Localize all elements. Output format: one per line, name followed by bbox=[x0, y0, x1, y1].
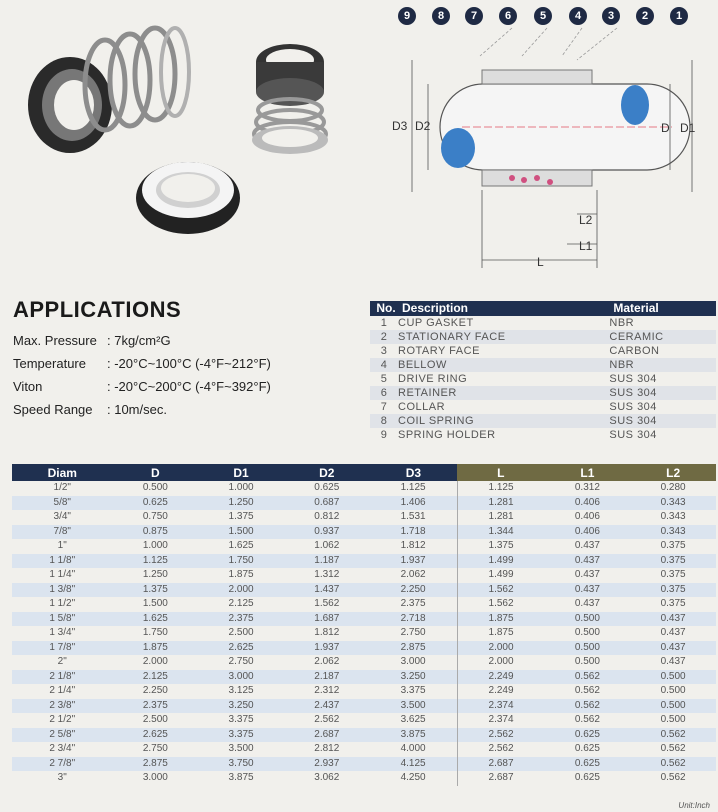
parts-cell: CARBON bbox=[609, 345, 660, 357]
dim-cell: 0.437 bbox=[545, 554, 631, 569]
dim-cell: 3.500 bbox=[370, 699, 457, 714]
dim-cell: 0.406 bbox=[574, 511, 600, 522]
dim-cell: 3.375 bbox=[198, 728, 284, 743]
callout-2: 2 bbox=[636, 7, 654, 25]
spec-row: Temperature : -20°C~100°C (-4°F~212°F) bbox=[13, 356, 271, 371]
dim-cell: 1.437 bbox=[284, 583, 370, 598]
dim-cell: 1.812 bbox=[400, 540, 426, 551]
parts-cell: SUS 304 bbox=[609, 386, 716, 400]
spec-row: Viton : -20°C~200°C (-4°F~392°F) bbox=[13, 379, 271, 394]
dim-cell: 2.375 bbox=[400, 598, 426, 609]
dim-cell: 2.875 bbox=[112, 757, 198, 772]
dim-cell: 3.000 bbox=[400, 656, 426, 667]
dim-row bbox=[12, 525, 716, 540]
product-photo bbox=[0, 0, 360, 270]
dim-header: L1 bbox=[545, 464, 631, 481]
dimension-table bbox=[12, 464, 716, 786]
dim-cell: 1.500 bbox=[142, 598, 168, 609]
dim-cell: 2.500 bbox=[228, 627, 254, 638]
label-d2: D2 bbox=[415, 119, 431, 133]
dim-cell: 2.750 bbox=[142, 743, 168, 754]
label-l1: L1 bbox=[579, 239, 593, 253]
dim-cell: 1.000 bbox=[228, 482, 254, 493]
dim-cell: 0.375 bbox=[630, 583, 716, 598]
dim-cell: 3.125 bbox=[228, 685, 254, 696]
dim-row bbox=[12, 481, 716, 496]
parts-cell: CERAMIC bbox=[609, 330, 716, 344]
dim-cell: 1.312 bbox=[314, 569, 340, 580]
dim-row bbox=[12, 539, 716, 554]
dim-cell: 2.125 bbox=[112, 670, 198, 685]
dim-cell: 2.375 bbox=[112, 699, 198, 714]
dim-cell: 4.125 bbox=[370, 757, 457, 772]
dim-row bbox=[12, 742, 716, 757]
dim-header: L2 bbox=[630, 464, 716, 481]
dim-cell: 2.000 bbox=[198, 583, 284, 598]
seal-drawing bbox=[372, 0, 718, 280]
parts-cell: 8 bbox=[370, 414, 398, 428]
dim-cell: 0.437 bbox=[574, 540, 600, 551]
dim-cell: 2.687 bbox=[457, 757, 544, 772]
dim-cell: 1.937 bbox=[284, 641, 370, 656]
dim-cell: 1 3/4" bbox=[49, 627, 76, 638]
dim-cell: 2.249 bbox=[457, 684, 544, 699]
dim-cell: 0.312 bbox=[574, 482, 600, 493]
dim-cell: 0.343 bbox=[660, 511, 686, 522]
parts-cell: 9 bbox=[380, 429, 388, 441]
dim-cell: 1.062 bbox=[314, 540, 340, 551]
dim-cell: 1.531 bbox=[400, 511, 426, 522]
parts-row bbox=[370, 344, 716, 358]
dim-header: L bbox=[457, 464, 544, 481]
dim-cell: 0.562 bbox=[574, 714, 600, 725]
dim-cell: 0.343 bbox=[630, 525, 716, 540]
dim-cell: 4.250 bbox=[400, 772, 426, 783]
dim-cell: 2.000 bbox=[457, 641, 544, 656]
parts-header-description: Description bbox=[398, 301, 609, 316]
dim-cell: 1.562 bbox=[314, 598, 340, 609]
dim-header: Diam bbox=[12, 464, 112, 481]
parts-cell: SUS 304 bbox=[609, 373, 657, 385]
parts-cell: SUS 304 bbox=[609, 414, 716, 428]
dim-cell: 0.437 bbox=[574, 598, 600, 609]
dim-cell: 2 1/2" bbox=[49, 714, 76, 725]
dim-cell: 1.562 bbox=[457, 583, 544, 598]
dim-row bbox=[12, 583, 716, 598]
dim-cell: 0.437 bbox=[630, 641, 716, 656]
dim-cell: 3.500 bbox=[228, 743, 254, 754]
parts-cell: NBR bbox=[609, 358, 716, 372]
dim-cell: 2.625 bbox=[198, 641, 284, 656]
parts-header-no: No. bbox=[370, 301, 398, 316]
dim-cell: 1.875 bbox=[228, 569, 254, 580]
dim-cell: 0.343 bbox=[630, 496, 716, 511]
parts-cell: 1 bbox=[380, 317, 388, 329]
parts-row bbox=[370, 414, 716, 428]
dim-cell: 3.250 bbox=[370, 670, 457, 685]
dim-cell: 0.562 bbox=[660, 772, 686, 783]
dim-header: D1 bbox=[198, 464, 284, 481]
dim-cell: 0.750 bbox=[142, 511, 168, 522]
parts-row bbox=[370, 428, 716, 442]
spec-row: Max. Pressure : 7kg/cm²G bbox=[13, 333, 171, 348]
dim-cell: 1.281 bbox=[457, 496, 544, 511]
dim-cell: 1.687 bbox=[284, 612, 370, 627]
dim-row bbox=[12, 496, 716, 511]
dim-cell: 1.625 bbox=[112, 612, 198, 627]
dim-row bbox=[12, 728, 716, 743]
dim-cell: 0.406 bbox=[545, 496, 631, 511]
dim-cell: 1 3/8" bbox=[12, 583, 112, 598]
dim-cell: 1" bbox=[57, 540, 67, 551]
parts-cell: CUP GASKET bbox=[398, 317, 474, 329]
dim-cell: 0.437 bbox=[545, 583, 631, 598]
dim-row bbox=[12, 713, 716, 728]
dim-cell: 1.125 bbox=[112, 554, 198, 569]
dim-cell: 2.000 bbox=[142, 656, 168, 667]
label-l: L bbox=[537, 255, 544, 269]
dim-cell: 2 3/8" bbox=[12, 699, 112, 714]
dim-cell: 2 5/8" bbox=[12, 728, 112, 743]
dim-cell: 1.625 bbox=[228, 540, 254, 551]
dim-cell: 2.937 bbox=[284, 757, 370, 772]
dim-cell: 3.750 bbox=[198, 757, 284, 772]
dim-cell: 0.625 bbox=[545, 728, 631, 743]
parts-row bbox=[370, 386, 716, 400]
dim-cell: 0.375 bbox=[660, 569, 686, 580]
parts-cell: 3 bbox=[380, 345, 388, 357]
dim-cell: 2.249 bbox=[457, 670, 544, 685]
callout-5: 5 bbox=[534, 7, 552, 25]
dim-cell: 2.562 bbox=[457, 742, 544, 757]
dim-cell: 0.562 bbox=[630, 757, 716, 772]
parts-cell: COIL SPRING bbox=[398, 414, 609, 428]
dim-cell: 2.500 bbox=[142, 714, 168, 725]
dim-cell: 2.312 bbox=[314, 685, 340, 696]
dim-cell: 0.625 bbox=[574, 772, 600, 783]
dim-cell: 2.374 bbox=[457, 699, 544, 714]
dim-row bbox=[12, 684, 716, 699]
dim-cell: 1 7/8" bbox=[12, 641, 112, 656]
parts-cell: SPRING HOLDER bbox=[398, 429, 496, 441]
dim-cell: 1.499 bbox=[457, 554, 544, 569]
spec-row: Speed Range : 10m/sec. bbox=[13, 402, 167, 417]
parts-cell: STATIONARY FACE bbox=[398, 330, 609, 344]
label-l2: L2 bbox=[579, 213, 593, 227]
dim-row bbox=[12, 510, 716, 525]
dim-cell: 0.625 bbox=[314, 482, 340, 493]
parts-row bbox=[370, 358, 716, 372]
dim-cell: 1.375 bbox=[457, 539, 544, 554]
dim-cell: 1 1/4" bbox=[49, 569, 76, 580]
dim-cell: 1.750 bbox=[142, 627, 168, 638]
dim-cell: 1/2" bbox=[53, 482, 71, 493]
dim-cell: 1.937 bbox=[370, 554, 457, 569]
callout-4: 4 bbox=[569, 7, 587, 25]
dim-cell: 1.250 bbox=[198, 496, 284, 511]
parts-cell: ROTARY FACE bbox=[398, 345, 480, 357]
dim-cell: 1.000 bbox=[142, 540, 168, 551]
dim-row bbox=[12, 641, 716, 656]
dim-cell: 2 1/4" bbox=[49, 685, 76, 696]
parts-row bbox=[370, 330, 716, 344]
dim-cell: 0.500 bbox=[630, 699, 716, 714]
dim-cell: 2.250 bbox=[370, 583, 457, 598]
dim-cell: 0.280 bbox=[660, 482, 686, 493]
unit-label: Unit:Inch bbox=[678, 801, 710, 810]
parts-cell: BELLOW bbox=[398, 358, 609, 372]
dim-cell: 1 1/2" bbox=[49, 598, 76, 609]
callout-6: 6 bbox=[499, 7, 517, 25]
dim-cell: 7/8" bbox=[12, 525, 112, 540]
dim-cell: 0.687 bbox=[284, 496, 370, 511]
parts-cell: RETAINER bbox=[398, 386, 609, 400]
dim-cell: 3.375 bbox=[228, 714, 254, 725]
dim-cell: 1.875 bbox=[457, 626, 544, 641]
dim-cell: 0.437 bbox=[660, 656, 686, 667]
parts-table bbox=[370, 301, 716, 442]
dim-cell: 0.625 bbox=[574, 743, 600, 754]
label-d: D bbox=[661, 121, 670, 135]
dim-cell: 0.500 bbox=[574, 627, 600, 638]
dim-cell: 2.562 bbox=[314, 714, 340, 725]
dim-cell: 0.812 bbox=[314, 511, 340, 522]
dim-cell: 1.500 bbox=[198, 525, 284, 540]
dim-cell: 2.187 bbox=[284, 670, 370, 685]
dim-cell: 1.750 bbox=[198, 554, 284, 569]
dim-cell: 0.500 bbox=[630, 670, 716, 685]
dim-cell: 0.500 bbox=[574, 656, 600, 667]
callout-7: 7 bbox=[465, 7, 483, 25]
dim-cell: 1.250 bbox=[142, 569, 168, 580]
dim-cell: 1.812 bbox=[314, 627, 340, 638]
parts-cell: NBR bbox=[609, 317, 635, 329]
label-d3: D3 bbox=[392, 119, 408, 133]
dim-cell: 2.250 bbox=[142, 685, 168, 696]
dim-cell: 1.718 bbox=[370, 525, 457, 540]
dim-cell: 1.344 bbox=[457, 525, 544, 540]
dim-cell: 3.000 bbox=[198, 670, 284, 685]
dim-cell: 0.562 bbox=[574, 685, 600, 696]
applications-title: APPLICATIONS bbox=[13, 297, 182, 322]
dim-cell: 2.374 bbox=[457, 713, 544, 728]
dim-cell: 3" bbox=[57, 772, 67, 783]
dim-cell: 2.875 bbox=[370, 641, 457, 656]
parts-cell: 6 bbox=[370, 386, 398, 400]
parts-row bbox=[370, 400, 716, 414]
dim-cell: 2.750 bbox=[400, 627, 426, 638]
parts-header-material: Material bbox=[609, 301, 716, 316]
dim-cell: 1.125 bbox=[457, 481, 544, 496]
dim-cell: 1.499 bbox=[457, 568, 544, 583]
dim-cell: 0.500 bbox=[660, 714, 686, 725]
callout-9: 9 bbox=[398, 7, 416, 25]
dim-cell: 5/8" bbox=[12, 496, 112, 511]
parts-cell: COLLAR bbox=[398, 401, 446, 413]
dim-cell: 2.750 bbox=[228, 656, 254, 667]
dim-cell: 2.062 bbox=[314, 656, 340, 667]
dim-cell: 2.718 bbox=[370, 612, 457, 627]
dim-row bbox=[12, 597, 716, 612]
dim-cell: 3.875 bbox=[228, 772, 254, 783]
dim-cell: 1.375 bbox=[228, 511, 254, 522]
dim-cell: 1.125 bbox=[400, 482, 426, 493]
dim-cell: 2 3/4" bbox=[49, 743, 76, 754]
callout-3: 3 bbox=[602, 7, 620, 25]
dim-cell: 2.625 bbox=[112, 728, 198, 743]
dim-cell: 0.500 bbox=[545, 612, 631, 627]
applications-section bbox=[13, 297, 358, 421]
dim-header: D3 bbox=[370, 464, 457, 481]
parts-cell: DRIVE RING bbox=[398, 373, 468, 385]
parts-cell: 4 bbox=[370, 358, 398, 372]
dim-cell: 0.625 bbox=[545, 757, 631, 772]
callout-1: 1 bbox=[670, 7, 688, 25]
dim-cell: 0.500 bbox=[660, 685, 686, 696]
dim-cell: 0.562 bbox=[630, 728, 716, 743]
parts-cell: 5 bbox=[380, 373, 388, 385]
dim-cell: 0.562 bbox=[545, 699, 631, 714]
dim-cell: 2.437 bbox=[284, 699, 370, 714]
parts-cell: 2 bbox=[370, 330, 398, 344]
dim-row bbox=[12, 771, 716, 786]
dim-cell: 4.000 bbox=[400, 743, 426, 754]
dim-row bbox=[12, 757, 716, 772]
dim-header: D2 bbox=[284, 464, 370, 481]
label-d1: D1 bbox=[680, 121, 696, 135]
dim-cell: 0.937 bbox=[284, 525, 370, 540]
parts-cell: 7 bbox=[380, 401, 388, 413]
dim-cell: 3/4" bbox=[53, 511, 71, 522]
dim-header: D bbox=[112, 464, 198, 481]
dim-cell: 1.281 bbox=[457, 510, 544, 525]
dim-cell: 2 1/8" bbox=[12, 670, 112, 685]
dim-row bbox=[12, 699, 716, 714]
dim-cell: 0.375 bbox=[660, 598, 686, 609]
dim-cell: 2.062 bbox=[400, 569, 426, 580]
cross-section-diagram bbox=[372, 0, 718, 280]
dim-cell: 3.625 bbox=[400, 714, 426, 725]
callout-8: 8 bbox=[432, 7, 450, 25]
dim-cell: 1.875 bbox=[457, 612, 544, 627]
parts-cell: SUS 304 bbox=[609, 429, 657, 441]
dim-row bbox=[12, 568, 716, 583]
dim-cell: 0.437 bbox=[574, 569, 600, 580]
dim-cell: 3.875 bbox=[370, 728, 457, 743]
dim-cell: 1 1/8" bbox=[12, 554, 112, 569]
dim-row bbox=[12, 554, 716, 569]
dim-cell: 1.875 bbox=[112, 641, 198, 656]
dim-cell: 2.687 bbox=[457, 771, 544, 786]
dim-cell: 0.406 bbox=[545, 525, 631, 540]
dim-cell: 0.375 bbox=[660, 540, 686, 551]
dim-cell: 0.625 bbox=[112, 496, 198, 511]
dim-cell: 1.187 bbox=[284, 554, 370, 569]
dim-row bbox=[12, 626, 716, 641]
dim-cell: 0.437 bbox=[660, 627, 686, 638]
dim-cell: 2.125 bbox=[228, 598, 254, 609]
dim-cell: 0.562 bbox=[545, 670, 631, 685]
dim-cell: 0.562 bbox=[660, 743, 686, 754]
dim-row bbox=[12, 655, 716, 670]
dim-cell: 1.406 bbox=[370, 496, 457, 511]
dim-cell: 2.562 bbox=[457, 728, 544, 743]
parts-row bbox=[370, 372, 716, 386]
dim-cell: 3.000 bbox=[142, 772, 168, 783]
dim-cell: 1.562 bbox=[457, 597, 544, 612]
dim-cell: 2.000 bbox=[457, 655, 544, 670]
dim-row bbox=[12, 612, 716, 627]
dim-cell: 2" bbox=[57, 656, 67, 667]
dim-cell: 0.500 bbox=[545, 641, 631, 656]
dim-row bbox=[12, 670, 716, 685]
dim-cell: 3.375 bbox=[400, 685, 426, 696]
dim-cell: 2 7/8" bbox=[12, 757, 112, 772]
dim-cell: 2.687 bbox=[284, 728, 370, 743]
parts-row bbox=[370, 316, 716, 330]
dim-cell: 1 5/8" bbox=[12, 612, 112, 627]
dim-cell: 2.375 bbox=[198, 612, 284, 627]
dim-cell: 0.437 bbox=[630, 612, 716, 627]
dim-cell: 3.062 bbox=[314, 772, 340, 783]
dim-cell: 1.375 bbox=[112, 583, 198, 598]
dim-cell: 0.375 bbox=[630, 554, 716, 569]
parts-cell: SUS 304 bbox=[609, 401, 657, 413]
dim-cell: 0.500 bbox=[142, 482, 168, 493]
dim-cell: 2.812 bbox=[314, 743, 340, 754]
dim-cell: 3.250 bbox=[198, 699, 284, 714]
dim-cell: 0.875 bbox=[112, 525, 198, 540]
